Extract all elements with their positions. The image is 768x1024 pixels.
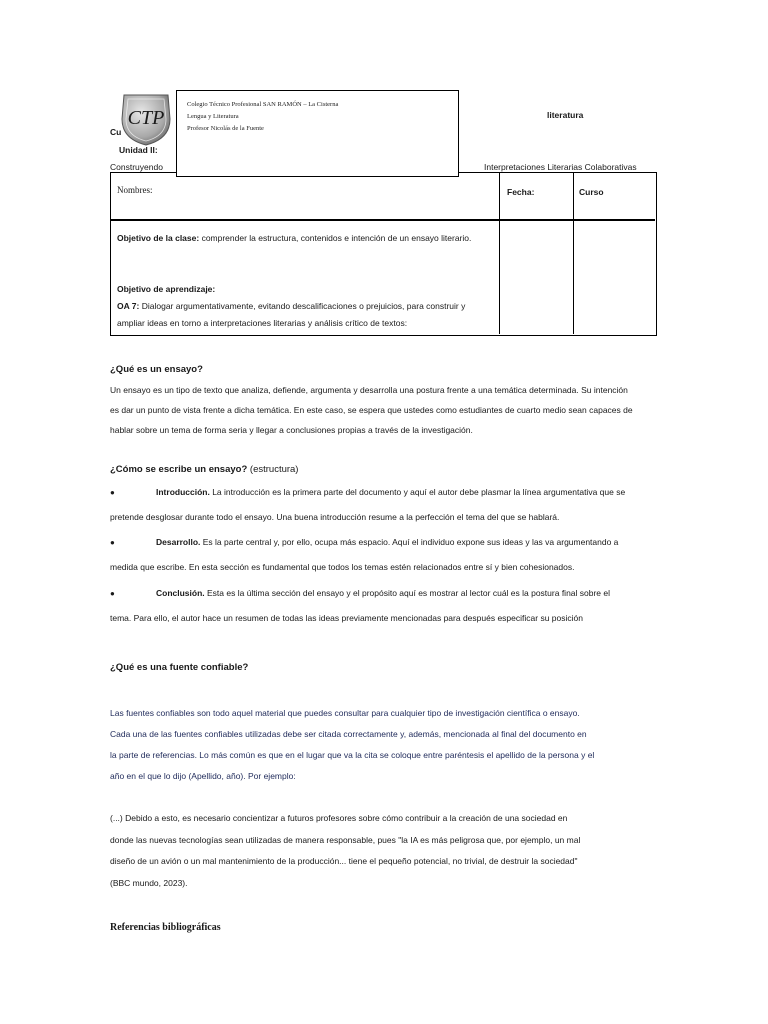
class-objective [117, 233, 471, 243]
essay-line-3: hablar sobre un tema de forma seria y llegar a conclusiones propias a través de la investigación. [110, 425, 473, 435]
structure-item-3-line-2: tema. Para ello, el autor hace un resumen de todas las ideas previamente mencionadas para después especificar su posición [110, 613, 583, 623]
sources-line-1: Las fuentes confiables son todo aquel material que puedes consultar para cualquier tipo de investigación científica o ensayo. [110, 708, 580, 718]
item-label: Introducción. [156, 487, 210, 497]
school-name: Colegio Técnico Profesional SAN RAMÓN – La Cisterna [187, 101, 339, 108]
section-title-structure [110, 464, 298, 475]
structure-item-2-line-1 [156, 532, 618, 552]
bullet-icon: ● [110, 538, 115, 547]
oa-line-2: ampliar ideas en torno a interpretaciones literarias y análisis crítico de textos: [117, 318, 408, 328]
structure-title: ¿Cómo se escribe un ensayo? [110, 464, 248, 475]
bullet-icon: ● [110, 589, 115, 598]
section-title-references: Referencias bibliográficas [110, 922, 221, 933]
structure-item-1-line-1 [156, 482, 625, 502]
example-line-1: (...) Debido a esto, es necesario concientizar a futuros profesores sobre cómo contribuir a la creación de una sociedad en [110, 813, 568, 823]
logo-letters: CTP [127, 107, 165, 129]
table-column-divider [499, 173, 500, 334]
page-title: literatura [547, 110, 584, 120]
class-objective-text: comprender la estructura, contenidos e intención de un ensayo literario. [199, 233, 472, 243]
oa-text-1: Dialogar argumentativamente, evitando descalificaciones o prejuicios, para construir y [139, 301, 466, 311]
course-label: Curso [579, 187, 604, 197]
info-table [110, 172, 657, 336]
bullet-icon: ● [110, 488, 115, 497]
school-logo [118, 91, 174, 147]
example-line-4: (BBC mundo, 2023). [110, 878, 188, 888]
oa-label: OA 7: [117, 301, 140, 311]
essay-line-2: es dar un punto de vista frente a dicha temática. En este caso, se espera que ustedes como estudiantes de cuarto medio sean capaces de [110, 405, 633, 415]
item-label: Conclusión. [156, 588, 205, 598]
unit-name-right: Interpretaciones Literarias Colaborativas [484, 162, 637, 172]
oa-line-1 [117, 301, 465, 311]
structure-item-3-line-1 [156, 583, 610, 603]
sources-line-2: Cada una de las fuentes confiables utilizadas debe ser citada correctamente y, además, mencionada al final del documento en [110, 729, 587, 739]
item-text: Esta es la última sección del ensayo y el propósito aquí es mostrar al lector cuál es la postura final sobre el [204, 588, 611, 598]
structure-item-2-line-2: medida que escribe. En esta sección es fundamental que todos los temas estén relacionados entre sí y bien cohesionados. [110, 562, 575, 572]
teacher-name: Profesor Nicolás de la Fuente [187, 125, 264, 132]
essay-line-1: Un ensayo es un tipo de texto que analiza, defiende, argumenta y desarrolla una postura frente a una temática determinada. Su intención [110, 385, 628, 395]
item-label: Desarrollo. [156, 537, 201, 547]
example-line-3: diseño de un avión o un mal mantenimiento de la producción... tiene el pequeño potencial, no trivial, de destruir la sociedad" [110, 856, 578, 866]
partial-title-text: Cu [110, 127, 122, 137]
learning-objective-label: Objetivo de aprendizaje: [117, 284, 216, 294]
section-title-essay: ¿Qué es un ensayo? [110, 364, 203, 375]
subject-name: Lengua y Literatura [187, 113, 239, 120]
school-logo-icon [118, 91, 174, 147]
item-text: Es la parte central y, por ello, ocupa más espacio. Aquí el individuo expone sus ideas y las va argumentando a [200, 537, 619, 547]
names-label: Nombres: [117, 185, 153, 195]
table-column-divider [573, 173, 574, 334]
section-title-sources: ¿Qué es una fuente confiable? [110, 662, 249, 673]
sources-line-4: año en el que lo dijo (Apellido, año). Por ejemplo: [110, 771, 296, 781]
unit-name-left: Construyendo [110, 162, 163, 172]
unit-label: Unidad II: [119, 145, 158, 155]
structure-item-1-line-2: pretende desglosar durante todo el ensayo. Una buena introducción resume a la perfección el tema del que se hablará. [110, 512, 560, 522]
sources-line-3: la parte de referencias. Lo más común es que en el lugar que va la cita se coloque entre paréntesis el apellido de la persona y el [110, 750, 595, 760]
structure-title-suffix: (estructura) [247, 464, 299, 475]
class-objective-label: Objetivo de la clase: [117, 233, 200, 243]
item-text: La introducción es la primera parte del documento y aquí el autor debe plasmar la línea argumentativa que se [209, 487, 626, 497]
school-info-box [176, 90, 459, 177]
example-line-2: donde las nuevas tecnologías sean utilizadas de manera responsable, pues "la IA es más peligrosa que, por ejemplo, un mal [110, 835, 581, 845]
date-label: Fecha: [507, 187, 535, 197]
